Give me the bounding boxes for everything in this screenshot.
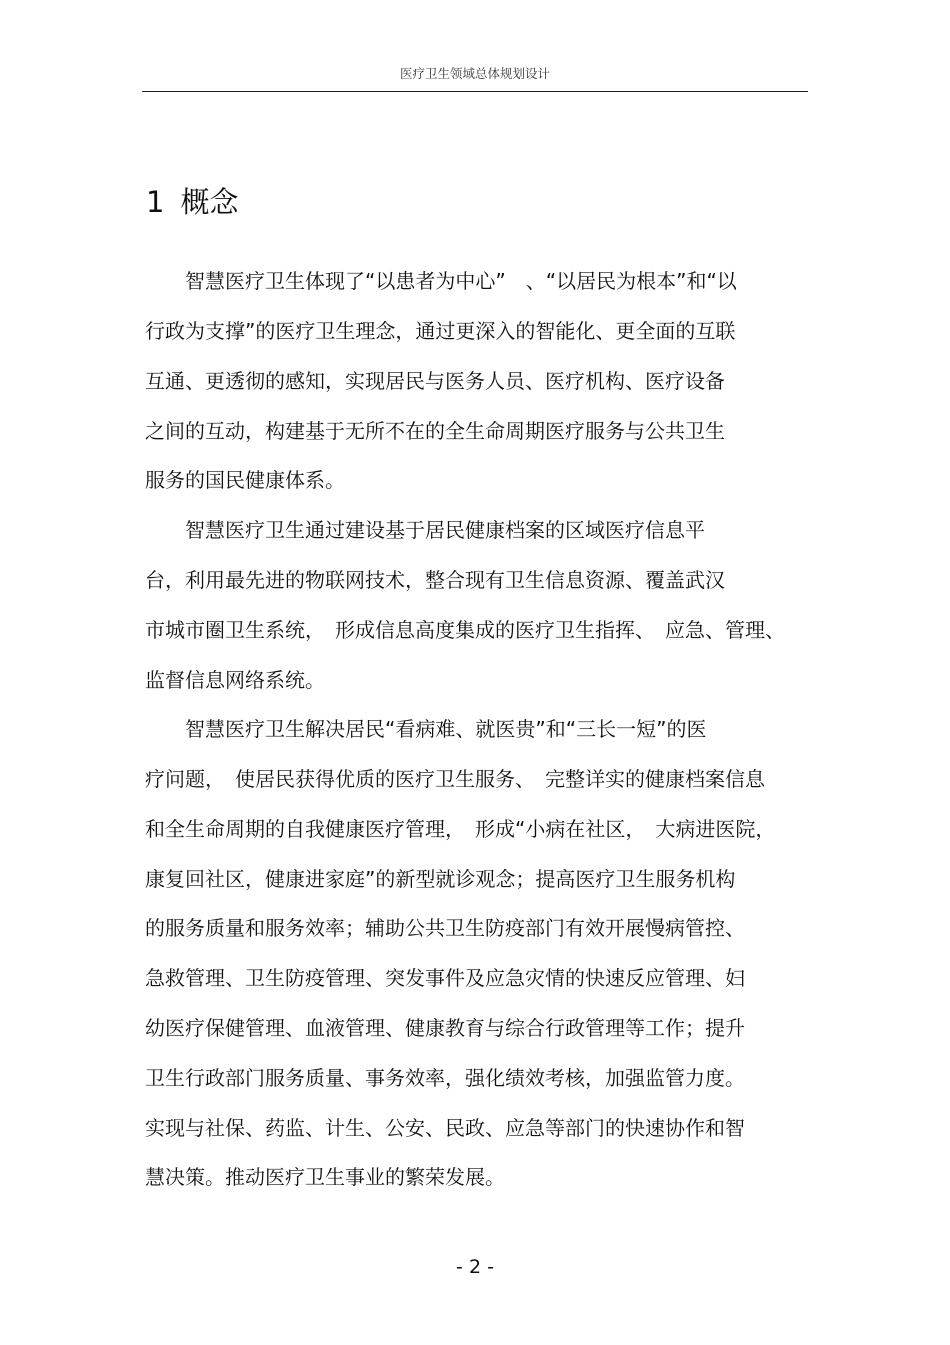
paragraph-line: 之间的互动，构建基于无所不在的全生命周期医疗服务与公共卫生 xyxy=(145,419,725,443)
page-number: - 2 - xyxy=(456,1256,494,1278)
paragraph-line: 慧决策。推动医疗卫生事业的繁荣发展。 xyxy=(145,1165,505,1189)
paragraph-line: 互通、更透彻的感知，实现居民与医务人员、医疗机构、医疗设备 xyxy=(145,369,725,393)
paragraph-line: 智慧医疗卫生解决居民“看病难、就医贵”和“三长一短”的医 xyxy=(145,717,707,741)
paragraph-line: 实现与社保、药监、计生、公安、民政、应急等部门的快速协作和智 xyxy=(145,1116,745,1140)
paragraph-line: 行政为支撑”的医疗卫生理念，通过更深入的智能化、更全面的互联 xyxy=(145,319,736,343)
paragraph-line: 急救管理、卫生防疫管理、突发事件及应急灾情的快速反应管理、妇 xyxy=(145,966,745,990)
section-heading xyxy=(146,180,238,224)
header-divider xyxy=(142,91,808,92)
page-header-title: 医疗卫生领域总体规划设计 xyxy=(399,66,550,81)
paragraph-line: 台，利用最先进的物联网技术，整合现有卫生信息资源、覆盖武汉 xyxy=(145,568,725,592)
paragraph-line: 智慧医疗卫生体现了“以患者为中心” 、“以居民为根本”和“以 xyxy=(145,269,737,293)
paragraph-line: 幼医疗保健管理、血液管理、健康教育与综合行政管理等工作；提升 xyxy=(145,1016,745,1040)
paragraph-line: 服务的国民健康体系。 xyxy=(145,468,345,492)
paragraph-line: 监督信息网络系统。 xyxy=(145,668,325,692)
section-title: 概念 xyxy=(180,185,239,219)
paragraph-line: 和全生命周期的自我健康医疗管理， 形成“小病在社区， 大病进医院， xyxy=(145,817,776,841)
paragraph-line: 的服务质量和服务效率；辅助公共卫生防疫部门有效开展慢病管控、 xyxy=(145,916,745,940)
paragraph-line: 市城市圈卫生系统， 形成信息高度集成的医疗卫生指挥、 应急、管理、 xyxy=(145,618,785,642)
section-number: 1 xyxy=(146,185,165,219)
paragraph-line: 卫生行政部门服务质量、事务效率，强化绩效考核，加强监管力度。 xyxy=(145,1066,745,1090)
paragraph-line: 智慧医疗卫生通过建设基于居民健康档案的区域医疗信息平 xyxy=(145,518,705,542)
paragraph-line: 康复回社区，健康进家庭”的新型就诊观念；提高医疗卫生服务机构 xyxy=(145,867,736,891)
paragraph-line: 疗问题， 使居民获得优质的医疗卫生服务、 完整详实的健康档案信息 xyxy=(145,767,765,791)
